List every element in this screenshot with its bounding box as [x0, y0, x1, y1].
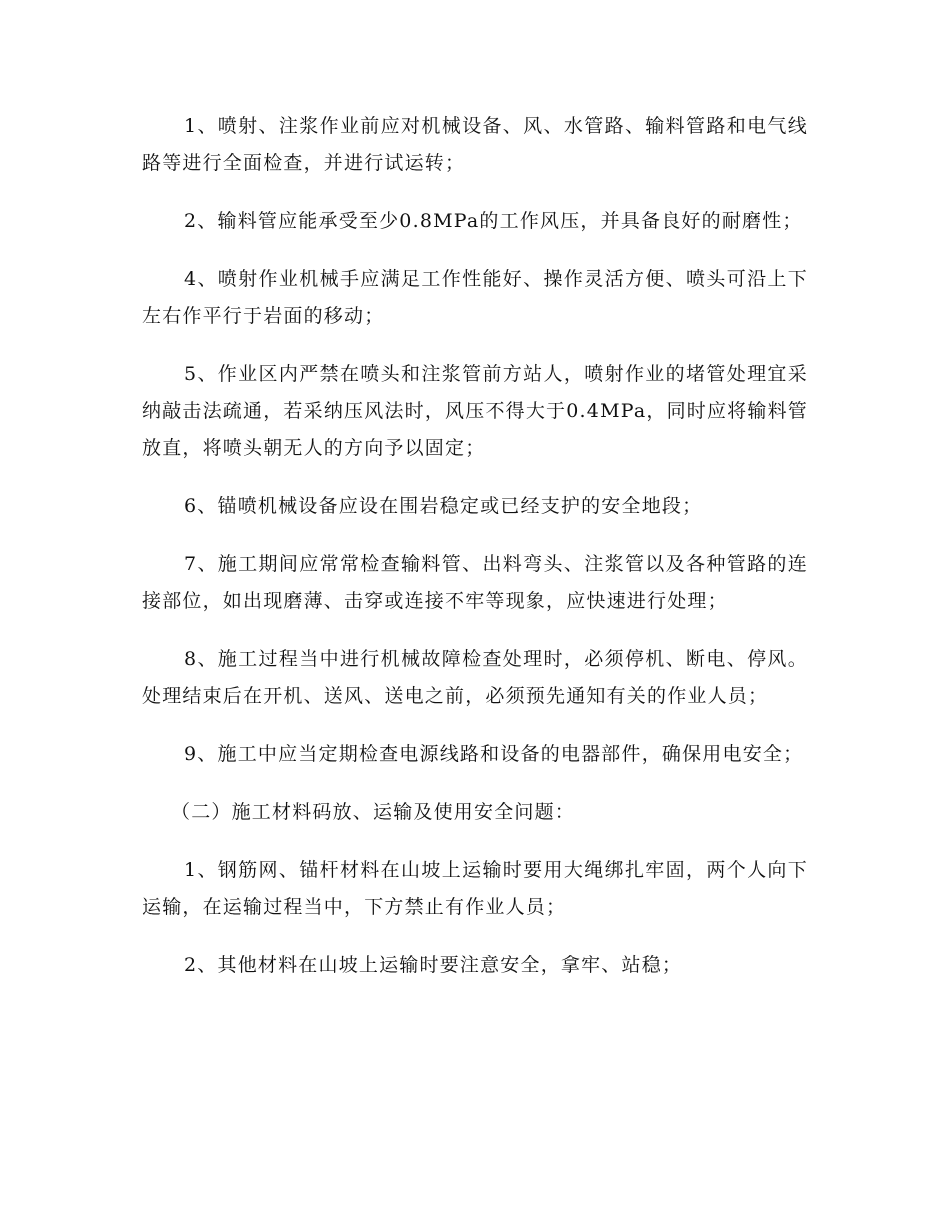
paragraph-material-2: 2、其他材料在山坡上运输时要注意安全，拿牢、站稳；: [184, 954, 683, 976]
paragraph-item-7: 7、施工期间应常常检查输料管、出料弯头、注浆管以及各种管路的连接部位，如出现磨薄、击穿或连接不牢等现象，应快速进行处理；: [142, 553, 808, 612]
paragraph-item-4: 4、喷射作业机械手应满足工作性能好、操作灵活方便、喷头可沿上下左右作平行于岩面的移动；: [142, 268, 808, 327]
paragraph-item-8: 8、施工过程当中进行机械故障检查处理时，必须停机、断电、停风。处理结束后在开机、送风、送电之前，必须预先通知有关的作业人员；: [142, 648, 808, 707]
document-body: [142, 108, 808, 1005]
paragraph-material-1: 1、钢筋网、锚杆材料在山坡上运输时要用大绳绑扎牢固，两个人向下运输，在运输过程当中，下方禁止有作业人员；: [142, 859, 808, 918]
paragraph-item-2: 2、输料管应能承受至少0.8MPa的工作风压，并具备良好的耐磨性；: [184, 210, 803, 232]
paragraph-item-5: 5、作业区内严禁在喷头和注浆管前方站人，喷射作业的堵管处理宜采纳敲击法疏通，若采纳压风法时，风压不得大于0.4MPa，同时应将输料管放直，将喷头朝无人的方向予以固定；: [142, 363, 808, 459]
paragraph-item-9: 9、施工中应当定期检查电源线路和设备的电器部件，确保用电安全；: [184, 743, 804, 765]
paragraph-item-1: 1、喷射、注浆作业前应对机械设备、风、水管路、输料管路和电气线路等进行全面检查，并进行试运转；: [142, 115, 808, 174]
paragraph-item-6: 6、锚喷机械设备应设在围岩稳定或已经支护的安全地段；: [184, 495, 703, 517]
section-heading: （二）施工材料码放、运输及使用安全问题：: [171, 801, 576, 823]
